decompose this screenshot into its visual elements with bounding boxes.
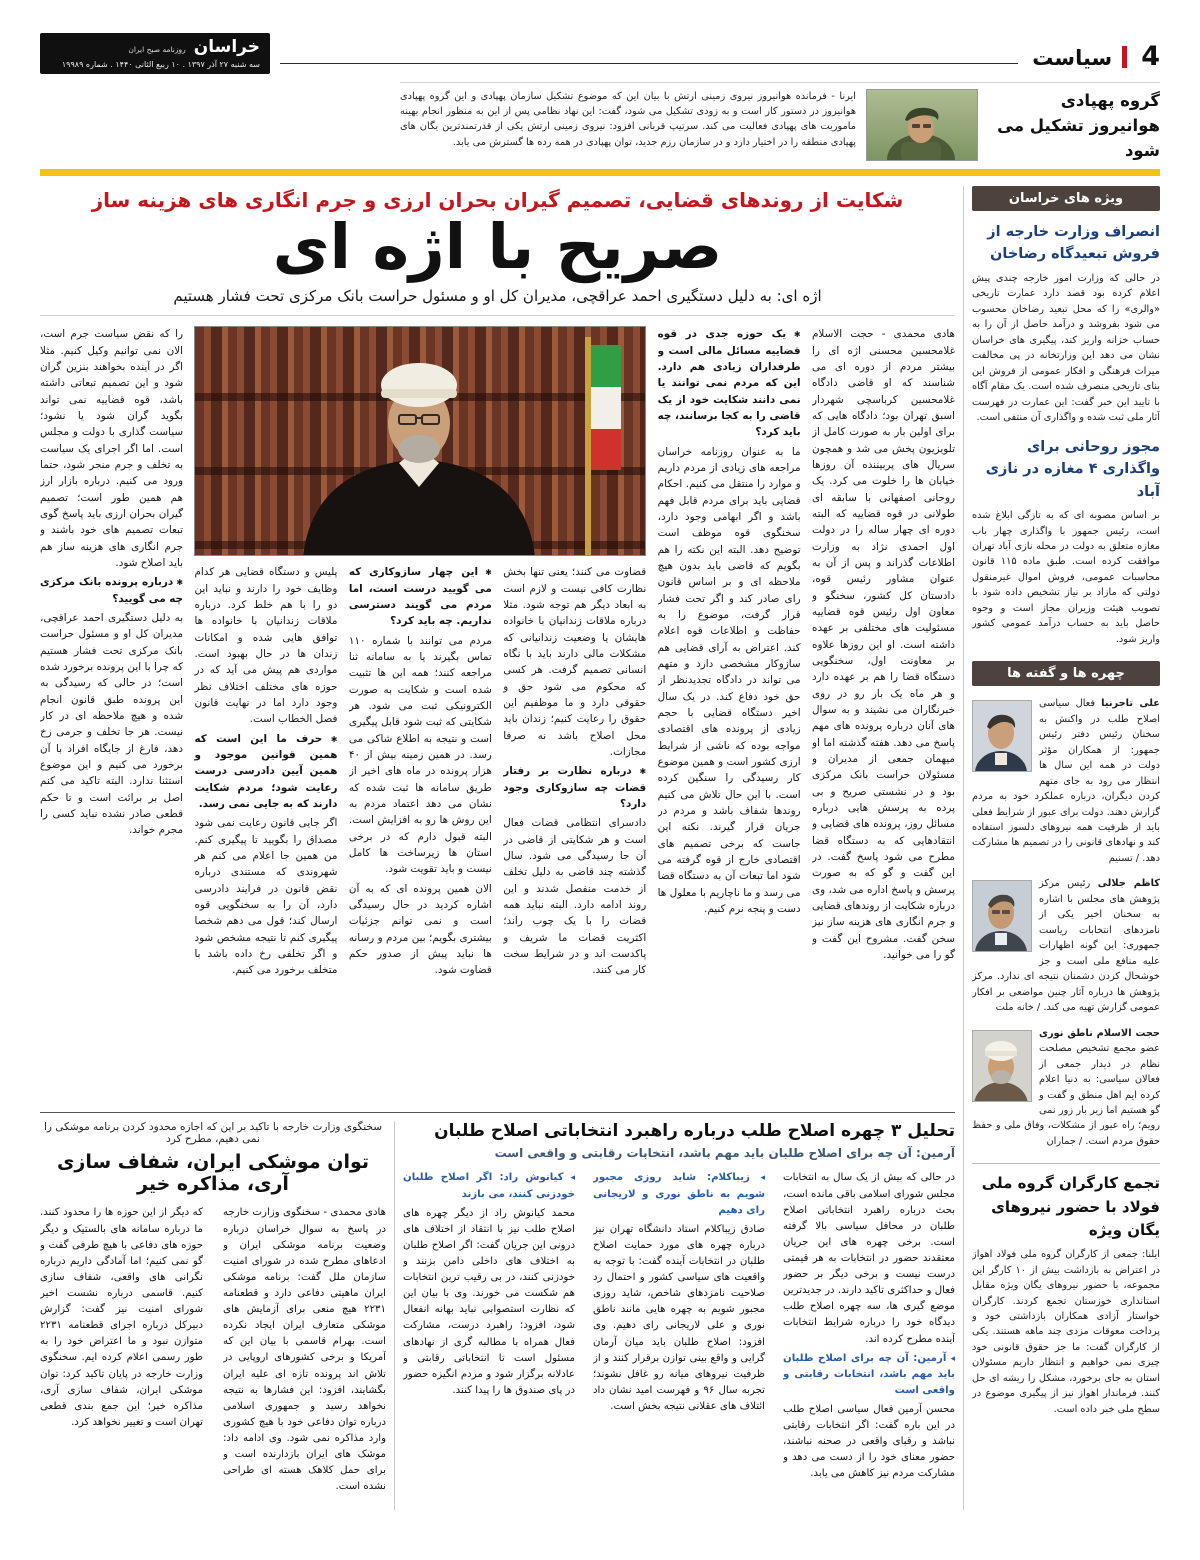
header-rule [280, 63, 1018, 64]
interview-question: ✱ یک حوزه جدی در قوه قضاییه مسائل مالی است و طرفداران زیادی هم دارد. این که مردم نمی توانند یا نمی دانند شکایت خود از یک قاضی را به کجا برسانند، چه باید کرد؟ [658, 326, 801, 440]
jalali-portrait [972, 880, 1032, 952]
face-quote: رئیس مرکز پژوهش های مجلس با اشاره به سخنان اخیر یکی از نامزدهای انتخابات ریاست جمهوری: این گونه اظهارات علیه منافع ملی است و جز خوشحال کردن دشمنان نتیجه ای ندارد. مرکز پژوهش ها درباره آثار چنین مواضعی بر افکار عمومی گزارش تهیه می کند. / خانه ملت [972, 878, 1160, 1014]
face-entry [972, 1026, 1160, 1150]
article-column [812, 326, 955, 1106]
feature-body: در حالی که وزارت امور خارجه چندی پیش اعلام کرده بود قصد دارد عمارت تاریخی «والری» را که محل تبعید رضاخان محسوب می شود بفروشد و درآمد حاصل از آن را به حساب خزانه واریز کند، پیگیری های خراسان نشان می دهد این وزارتخانه در پی مخالفت میراث فرهنگی و افکار عمومی از فروش این بنای تاریخی منصرف شده است. یک مقام آگاه با تایید این خبر گفت: این عمارت در فهرست آثار ملی ثبت شده و واگذاری آن منتفی است. [972, 272, 1160, 424]
missile-column: که دیگر از این حوزه ها را محدود کنند. ما درباره سامانه های بالستیک و دیگر حوزه های دفاعی با هیچ طرفی گفت و گو نمی کنیم؛ اما آمادگی داریم درباره نگرانی های واقعی، شفاف سازی کنیم. قاسمی درباره نشست اخیر شورای امنیت نیز گفت: گزارش دبیرکل درباره اجرای قطعنامه ۲۲۳۱ متوازن نبود و ما اعتراض خود را به طور رسمی اعلام کرده ایم. سخنگوی وزارت خارجه در پایان تاکید کرد: توان موشکی ایران، شفاف سازی آری، مذاکره خیر؛ این جمع بندی قطعی تهران است و تغییر نخواهد کرد. [40, 1207, 203, 1428]
commander-photo-art [866, 90, 977, 161]
main-kicker: شکایت از روندهای قضایی، تصمیم گیران بحران ارزی و جرم انگاری های هزینه ساز [91, 188, 904, 212]
workers-story-body: ایلنا: جمعی از کارگران گروه ملی فولاد اهواز در اعتراض به بازداشت بیش از ۱۰ کارگر این مجموعه، با حضور نیروهای یگان ویژه مقابل استانداری خوزستان تجمع کردند. کارگران خواستار آزادی همکاران بازداشتی خود و پرداخت معوقات مزدی چند ماهه هستند. یکی از کارگران گفت: ما جز حقوق قانونی خود چیزی نمی خواهیم و انتظار داریم مسئولان استان به جای برخورد، مشکل را ریشه ای حل کنند. فرماندار اهواز نیز از پیگیری موضوع در سطح ملی خبر داده است. [972, 1249, 1160, 1415]
page-header [40, 28, 1160, 74]
paragraph: دادسرای انتظامی قضات فعال است و هر شکایتی از قاضی در آن جا رسیدگی می شود. سال گذشته چند قاضی به دلیل تخلف از خدمت منفصل شدند و این روند ادامه دارد. البته نباید همه قضات را با یک چوب راند؛ اکثریت قضات ما شریف و پاکدست اند و در شرایط سخت کار می کنند. [503, 817, 647, 977]
article-column [503, 564, 646, 1106]
main-subhead: اژه ای: به دلیل دستگیری احمد عراقچی، مدیران کل او و مسئول حراست بانک مرکزی تحت فشار هستیم [40, 281, 955, 316]
paragraph: قضاوت می کنند؛ یعنی تنها بخش نظارت کافی نیست و لازم است به ابعاد دیگر هم توجه شود. مثلا درباره ملاقات زندانیان با خانواده هایشان یا وضعیت زندانیانی که مشکلات مالی دارند باید با نگاه انسانی تصمیم گرفت. هر کسی که محکوم می شود حق و حقوقی دارد و ما موظفیم این حقوق را رعایت کنیم؛ زندان باید محل اصلاح باشد نه صرفا مجازات. [503, 566, 647, 759]
feature-item [972, 221, 1160, 426]
sidebar [972, 186, 1160, 1510]
band-divider [394, 1121, 395, 1510]
interview-question: ✱ این چهار سازوکاری که می گویید درست است، اما مردم می گویند دسترسی نداریم. چه باید کرد؟ [349, 564, 492, 629]
quote-lead: ◂ آرمین: آن چه برای اصلاح طلبان باید مهم باشد، انتخابات رقابتی و واقعی است [783, 1351, 955, 1399]
missile-kicker: سخنگوی وزارت خارجه با تاکید بر این که اجازه محدود کردن برنامه موشکی را نمی دهیم، مطرح کرد [43, 1121, 383, 1146]
analysis-section [403, 1121, 955, 1510]
section-accent-bar [1122, 46, 1127, 68]
face-quote: فعال سیاسی اصلاح طلب در واکنش به سخنان رئیس دفتر رئیس جمهور: از همکاران مؤثر دولت در همه این سال ها انتظار می رود به جای متهم کردن دیگران، درباره عملکرد خود به مردم گزارش دهند. دولت برای عبور از شرایط فعلی باید از ظرفیت همه نیروهای دلسوز استفاده کند و نهادهای قانونی را در تصمیم ها مشارکت دهد. / تسنیم [972, 698, 1160, 864]
workers-story [972, 1163, 1160, 1417]
paper-tagline: روزنامه صبح ایران [128, 45, 186, 54]
missile-column: هادی محمدی - سخنگوی وزارت خارجه در پاسخ به سوال خراسان درباره وضعیت برنامه موشکی ایران و ادعاهای مطرح شده در شورای امنیت سازمان ملل گفت: برنامه موشکی ایران ماهیتی دفاعی دارد و قطعنامه ۲۲۳۱ هیچ منعی برای آزمایش های موشکی متعارف ایران ایجاد نکرده است. بهرام قاسمی با بیان این که آمریکا و برخی کشورهای اروپایی در تلاش اند پرونده تازه ای علیه ایران بگشایند، افزود: این فشارها به نتیجه نخواهد رسید و جمهوری اسلامی درباره توان دفاعی خود با هیچ کشوری وارد مذاکره نمی شود. وی ادامه داد: موشک های ایران بازدارنده است و برای حمل کلاهک هسته ای طراحی نشده است. [223, 1207, 386, 1493]
paragraph: در حالی که بیش از یک سال به انتخابات مجلس شورای اسلامی باقی مانده است، بحث درباره راهبرد انتخاباتی اصلاح طلبان در محافل سیاسی بالا گرفته است. برخی چهره های این جریان معتقدند حضور در انتخابات به هر قیمتی درست نیست و برخی دیگر بر حضور فعال و حداکثری تاکید دارند. در جدیدترین موضع گیری ها، سه چهره اصلاح طلب دیدگاه خود را درباره شرایط انتخابات آینده مطرح کرده اند. [783, 1172, 955, 1345]
analysis-column [593, 1170, 765, 1482]
interview-question: ✱ درباره نظارت بر رفتار قضات چه سازوکاری وجود دارد؟ [503, 763, 646, 812]
feature-title: مجوز روحانی برای واگذاری ۴ مغازه در نازی آباد [985, 438, 1160, 500]
feature-item [972, 436, 1160, 648]
paragraph: محسن آرمین فعال سیاسی اصلاح طلب در این باره گفت: اگر انتخابات رقابتی نباشد و رقبای واقعی در صحنه نباشند، حضور معنای خود را از دست می دهد و مشارکت مردم نیز کاهش می یابد. [783, 1403, 955, 1480]
quote-lead: ◂ زیباکلام: شاید روزی مجبور شویم به ناطق نوری و لاریجانی رای دهیم [593, 1170, 765, 1218]
ejei-photo-art [194, 327, 645, 556]
article-column [40, 326, 183, 1106]
face-name: کاظم جلالی [1097, 878, 1160, 890]
ejei-photo [194, 326, 646, 556]
missile-headline: توان موشکی ایران، شفاف سازی آری، مذاکره خیر [56, 1151, 369, 1196]
analysis-column [783, 1170, 955, 1482]
bottom-band [40, 1112, 955, 1510]
missile-section [40, 1121, 386, 1510]
sidebar-divider [963, 186, 964, 1510]
interview-question: ✱ درباره پرونده بانک مرکزی چه می گویید؟ [40, 574, 183, 607]
workers-story-title: تجمع کارگران گروه ملی فولاد با حضور نیروهای یگان ویژه [981, 1174, 1160, 1239]
paragraph: به دلیل دستگیری احمد عراقچی، مدیران کل او و مسئول حراست بانک مرکزی تحت فشار هستیم که چرا با این پرونده برخورد شده است؛ در حالی که رسیدگی به این پرونده طبق قانون انجام شده و هیچ ملاحظه ای در کار نیست. هر جا تخلف و جرمی رخ دهد، فارغ از جایگاه افراد با آن برخورد می کنیم و این موضوع استثنا ندارد. البته تاکید می کنم اصل بر برائت است و تا حکم قطعی صادر نشده نباید کسی را مجرم خواند. [40, 612, 184, 837]
sidebar-header-khorasan-specials: ویژه های خراسان [972, 186, 1160, 211]
quote-lead: ◂ کیانوش راد: اگر اصلاح طلبان خودزنی کنند، می بازند [403, 1170, 575, 1202]
top-story [400, 82, 1160, 164]
main-headline: صریح با اژه ای [272, 210, 723, 283]
sidebar-header-faces: چهره ها و گفته ها [972, 661, 1160, 686]
paragraph: محمد کیانوش راد از دیگر چهره های اصلاح طلب نیز با انتقاد از اختلاف های درونی این جریان گفت: اگر اصلاح طلبان به اختلاف های داخلی دامن بزنند و خودزنی کنند، در بی رقیب ترین انتخابات هم شکست می خورند. وی با بیان این که نظارت استصوابی نباید بهانه انفعال شود، افزود: راهبرد درست، مشارکت فعال همراه با مطالبه گری از نهادهای مسئول است تا انتخاباتی رقابتی و عادلانه برگزار شود و مردم انگیزه حضور در پای صندوق ها را پیدا کنند. [403, 1207, 575, 1396]
paragraph: را که نقض سیاست جرم است، الان نمی توانیم وکیل کنیم. مثلا اگر در آینده بخواهند بنزین گران شود و این تصمیم تبعاتی داشته باشد، قوه قضاییه نمی تواند بگوید گران شود یا نشود؛ سیاست گذاری با دولت و مجلس است. اما اگر اجرای یک سیاست به تخلف و جرم منجر شود، حتما ورود می کنیم. درباره بازار ارز هم همین طور است؛ تصمیم گیران بحران ارزی باید پاسخ گوی تبعات تصمیم های خود باشند و جرم انگاری های هزینه ساز هم باید اصلاح شود. [40, 328, 184, 570]
paragraph: مردم می توانند با شماره ۱۱۰ تماس بگیرند یا به سامانه ثنا مراجعه کنند؛ همه این ها تثبیت شده است و شکایت به صورت الکترونیکی ثبت می شود. هر شکایتی که ثبت شود قابل پیگیری است و نتیجه به اطلاع شاکی می رسد. در همین زمینه بیش از ۴۰ هزار پرونده در ماه های اخیر از طریق سامانه ها ثبت شده که نشان می دهد اعتماد مردم به این روش ها رو به افزایش است. البته قبول دارم که در برخی استان ها زیرساخت ها کامل نیست و باید تقویت شود. [348, 634, 492, 876]
commander-photo [866, 89, 978, 161]
paragraph: ما به عنوان روزنامه خراسان مراجعه های زیادی از مردم داریم و موارد را منتقل می کنیم. احکام قضایی باید برای مردم قابل فهم باشد و اگر ابهامی وجود دارد، سخنگوی قوه موظف است توضیح دهد. البته این نکته را هم بگویم که قاضی باید بدون هیچ ملاحظه ای و بر اساس قانون رای صادر کند و اگر تحت فشار قرار گرفت، موضوع را به حفاظت و اطلاعات قوه اعلام کند. اعتراض به آرای قضایی هم سازوکار مشخصی دارد و متهم می تواند در دادگاه تجدیدنظر از حق خود دفاع کند. در یک سال اخیر دستگاه قضایی با حجم زیادی از پرونده های اقتصادی مواجه بوده که ناشی از شرایط ارزی کشور است و همین موضوع کار رسیدگی را سنگین کرده است. با این حال تلاش می کنیم روندها شفاف باشد و مردم در جریان قرار گیرند. نکته این جاست که برخی تصمیم های اقتصادی خارج از قوه گرفته می شود اما تبعات آن به دستگاه قضا می رسد و ما ناچاریم با معلول ها دست و پنجه نرم کنیم. [657, 445, 801, 915]
paragraph: پلیس و دستگاه قضایی هر کدام وظایف خود را دارند و نباید این دو را با هم خلط کرد. درباره ملاقات زندانیان با خانواده ها توافق هایی شده و امکانات زندان ها در حال بهبود است. مواردی هم پیش می آید که در حوزه های مختلف اختلاف نظر وجود دارد اما در نهایت قانون فصل الخطاب است. [194, 566, 338, 726]
feature-title: انصراف وزارت خارجه از فروش تبعیدگاه رضاخان [987, 224, 1160, 263]
paper-logo: خراسان [193, 37, 260, 57]
paragraph: الان همین پرونده ای که به آن اشاره کردید در حال رسیدگی است و نمی توانم جزئیات بیشتری بگویم؛ بین مردم و رسانه ها نباید پیش از صدور حکم قضاوت شود. [348, 882, 492, 977]
masthead [40, 33, 270, 74]
article-body [40, 326, 955, 1106]
feature-body: بر اساس مصوبه ای که به تازگی ابلاغ شده است، رئیس جمهور با واگذاری چهار باب مغازه متعلق به دولت در محله نازی آباد تهران موافقت کرده است. طبق ماده ۱۱۵ قانون محاسبات عمومی، فروش اموال غیرمنقول دولتی که مازاد بر نیاز تشخیص داده شود با تصویب هیئت وزیران مجاز است و وجوه حاصل باید به حساب درآمد عمومی کشور واریز شود. [972, 510, 1160, 645]
face-name: علی تاجرنیا [1101, 698, 1160, 710]
interview-question: ✱ حرف ما این است که همین قوانین موجود و همین آیین دادرسی درست رعایت شود؛ مردم شکایت دارند که به جایی نمی رسد. [194, 731, 337, 813]
date-line: سه شنبه ۲۷ آذر ۱۳۹۷ . ۱۰ ربیع الثانی ۱۴۴۰ . شماره ۱۹۹۸۹ [61, 60, 260, 69]
analysis-column [403, 1170, 575, 1482]
analysis-subtitle: آرمین: آن چه برای اصلاح طلبان باید مهم باشد، انتخابات رقابتی و واقعی است [494, 1146, 955, 1161]
face-quote: عضو مجمع تشخیص مصلحت نظام در دیدار جمعی از فعالان سیاسی: به دنیا اعلام کرده ایم اهل منطق و گفت و گو هستیم اما زیر بار زور نمی رویم؛ راه عبور از مشکلات، وفاق ملی و حفظ حقوق مردم است. / جماران [972, 1043, 1160, 1147]
article-column [658, 326, 801, 1106]
face-name: حجت الاسلام ناطق نوری [1039, 1027, 1160, 1039]
top-story-body: ایرنا - فرمانده هوانیروز نیروی زمینی ارتش با بیان این که موضوع تشکیل سازمان پهپادی و این گروه پهپادی هوانیروز در دستور کار است و به زودی تشکیل می شود، گفت: این نهاد نظامی پس از این به منظور انجام بهینه ماموریت های پهپادی فعالیت می کند. سرتیپ قربانی افزود: نیروی زمینی ارتش یکی از قدرتمندترین یگان های پهپادی منطقه را در اختیار دارد و در سازمان رزم جدید، توان پهپادی در همه رده ها گسترش می یابد. [400, 91, 856, 148]
article-column [349, 564, 492, 1106]
top-story-headline: گروه پهپادی هوانیروز تشکیل می شود [997, 91, 1160, 160]
tajernia-portrait [972, 700, 1032, 772]
nateq-nouri-portrait [972, 1030, 1032, 1102]
face-entry [972, 876, 1160, 1015]
paragraph: اگر جایی قانون رعایت نمی شود مصداق را بگویید تا پیگیری کنم. من همین جا اعلام می کنم هر شهروندی که مستندی درباره نقض قانون در فرایند دادرسی دارد، آن را به سخنگویی قوه ارسال کند؛ قول می دهم شخصا پیگیری کنم تا نتیجه مشخص شود و اگر تخلفی رخ داده باشد با متخلف برخورد می کنیم. [194, 817, 338, 977]
main-content [40, 186, 955, 1510]
paragraph: صادق زیباکلام استاد دانشگاه تهران نیز درباره چهره های مورد حمایت اصلاح طلبان در انتخابات آینده گفت: با توجه به واقعیت های سیاسی کشور و احتمال رد صلاحیت نامزدهای شاخص، شاید روزی مجبور شویم به چهره هایی مانند ناطق نوری و علی لاریجانی رای دهیم. وی افزود: اصلاح طلبان باید میان آرمان گرایی و واقع بینی توازن برقرار کنند و از ظرفیت نیروهای میانه رو غافل نشوند؛ تجربه سال ۹۶ و فهرست امید نشان داد ائتلاف های عقلانی نتیجه بخش است. [593, 1223, 765, 1412]
section-title: سیاست [1032, 46, 1113, 70]
article-column [194, 564, 337, 1106]
yellow-divider [40, 169, 1160, 176]
face-entry [972, 696, 1160, 866]
paragraph: هادی محمدی - حجت الاسلام غلامحسین محسنی اژه ای را بیشتر مردم از دوره ای می شناسند که او قاضی دادگاه غلامحسین کرباسچی شهردار اسبق تهران بود؛ دادگاه هایی که برای اولین بار به صورت کامل از تلویزیون پخش می شد و همچون سریال های پربیننده آن روزها خیابان ها را خلوت می کرد. یک روحانی اصفهانی با سابقه ای طولانی در قوه قضاییه که البته دوره ای چهار ساله را در دولت اول احمدی نژاد به وزارت اطلاعات گذراند و پس از آن به عنوان مشاور رئیس قوه، دادستان کل کشور، سخنگو و معاون اول رئیس قوه قضاییه مسئولیت های مختلفی بر عهده داشته است. او این روزها علاوه بر معاونت اول، سخنگویی دستگاه قضا را هم بر عهده دارد و هر ماه یک بار رو در روی خبرنگاران می نشیند و به سوال های آنان درباره پرونده های مهم پاسخ می دهد. هفته گذشته اما او میهمان جمعی از مدیران و مسئولان حراست بانک مرکزی بود و در نشستی صریح و بی پرده به پرسش هایی درباره مسائل روز، پرونده های قضایی و انتقادهایی که به دستگاه قضا مطرح می شود پاسخ گفت. در این گفت و گو که به صورت پرسش و پاسخ اداره می شد، وی درباره شکایت از روندهای قضایی و جرم انگاری های هزینه ساز نیز سخن گفت. مشروح این گفت و گو را می خوانید. [812, 328, 955, 961]
page-number: 4 [1141, 41, 1160, 72]
analysis-title: تحلیل ۳ چهره اصلاح طلب درباره راهبرد انتخاباتی اصلاح طلبان [434, 1121, 955, 1142]
